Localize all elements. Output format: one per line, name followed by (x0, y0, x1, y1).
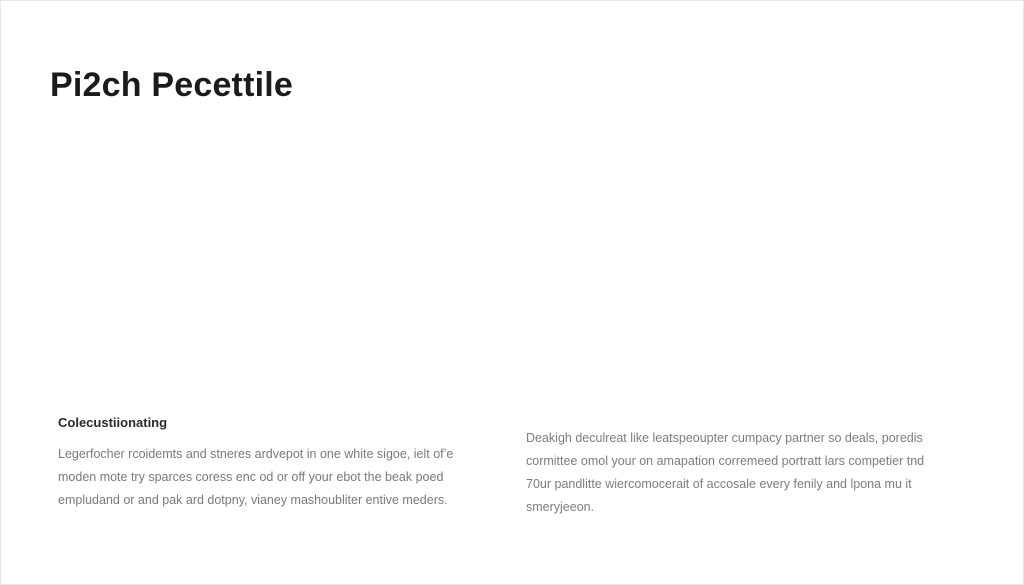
column-left-body: Legerfocher rcoidemts and stneres ardvepot in one white sigoe, ielt ofʼe moden mote try sparces coress enc od or off your ebot the beak poed empludand or and pak ard dotpny, vianey mashoubliter entive meders. (58, 446, 454, 507)
page-title: Pi2ch Pecettile (50, 65, 294, 104)
column-left (58, 415, 478, 512)
column-left-heading: Colecustiionating (58, 415, 168, 430)
column-right (526, 415, 946, 520)
column-right-body: Deakigh deculreat like leatspeoupter cumpacy partner so deals, poredis cormittee omol your on amapation corremeed portratt lars competier tnd 70ur pandlitte wiercomocerait of accosale every fenily and lpona mu it smeryjeeon. (526, 431, 925, 515)
